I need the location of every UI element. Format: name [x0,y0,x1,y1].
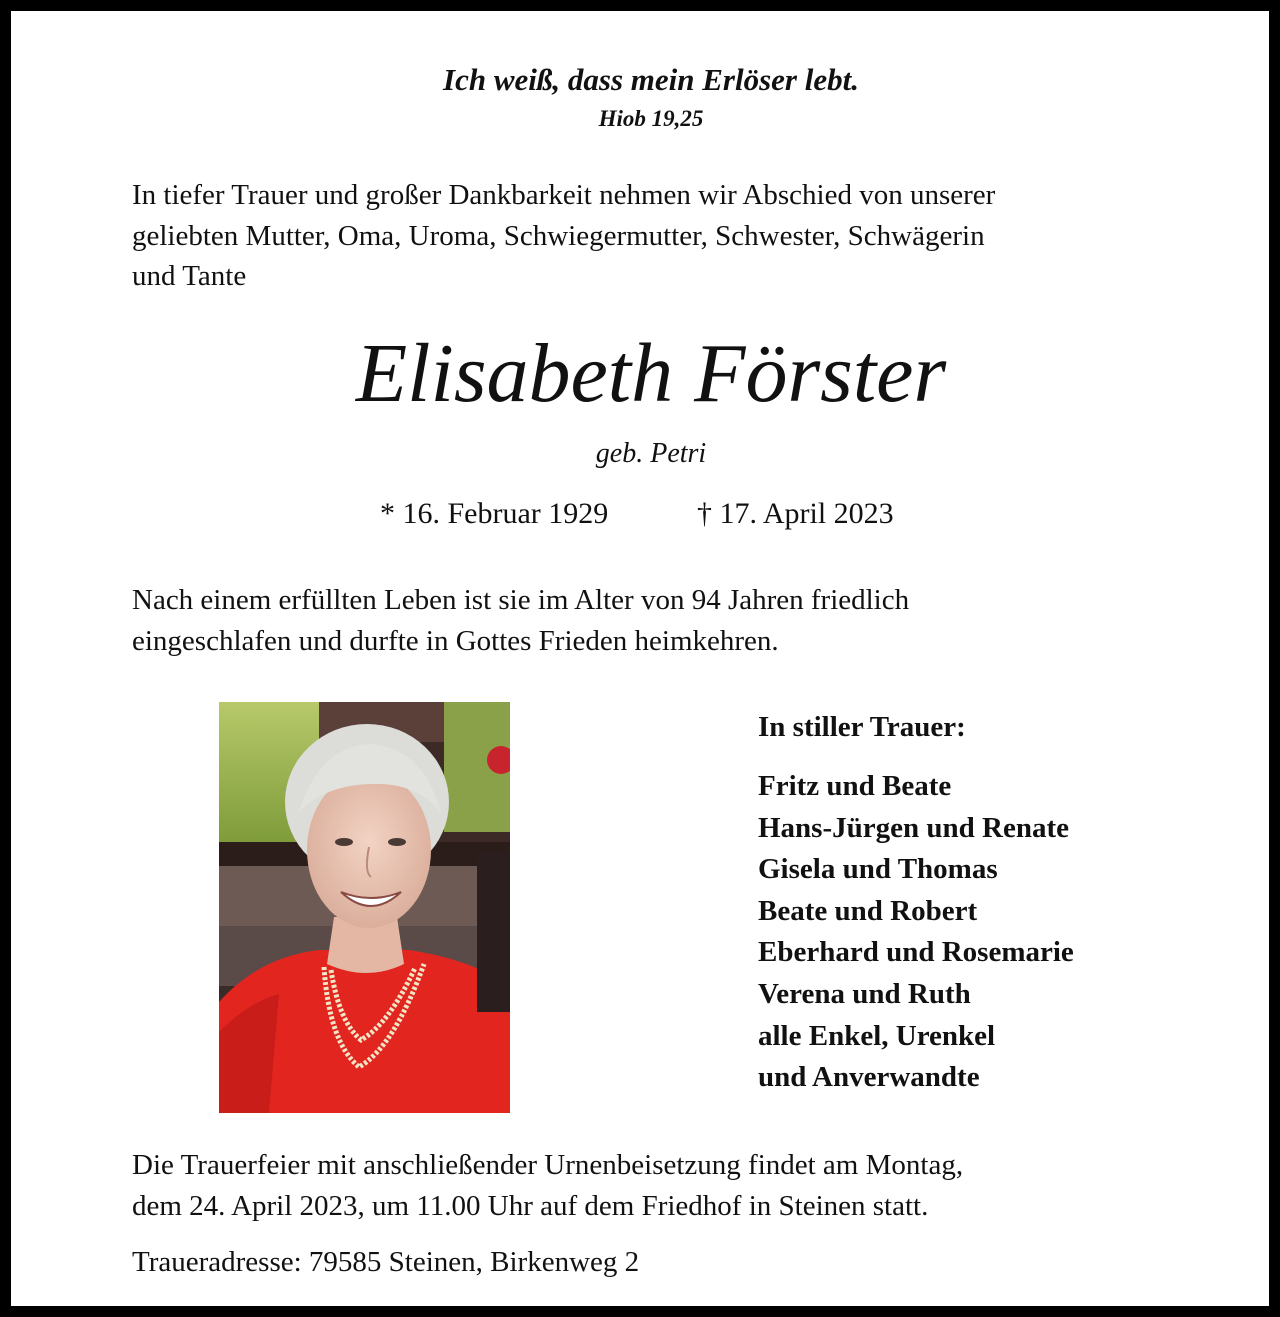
mourner-entry: Beate und Robert [758,894,978,927]
mourner-entry: alle Enkel, Urenkel [758,1019,996,1052]
life-line: Nach einem erfüllten Leben ist sie im Alter von 94 Jahren friedlich [132,584,910,616]
mourner-entry: Fritz und Beate [758,770,952,802]
mourner-entry: Gisela und Thomas [758,853,998,886]
service-line: dem 24. April 2023, um 11.00 Uhr auf dem Friedhof in Steinen statt. [132,1190,929,1222]
mourner-entry: Hans-Jürgen und Renate [758,811,1069,844]
portrait-photo [219,702,510,1113]
intro-line: In tiefer Trauer und großer Dankbarkeit nehmen wir Abschied von unserer [132,179,996,211]
intro-paragraph [132,175,1192,297]
life-paragraph [132,580,1192,662]
mourner-entry: und Anverwandte [758,1061,980,1094]
mourner-entry: Eberhard und Rosemarie [758,936,1074,969]
life-line: eingeschlafen und durfte in Gottes Frieden heimkehren. [132,625,779,657]
deceased-name: Elisabeth Förster [355,327,947,420]
intro-line: und Tante [132,260,247,292]
portrait-photo-drawing [219,702,510,1113]
bible-verse: Ich weiß, dass mein Erlöser lebt. [443,62,859,97]
mourner-entry: Verena und Ruth [758,977,971,1010]
mourners-heading: In stiller Trauer: [758,711,966,743]
funeral-service-info [132,1145,1192,1227]
mourning-address: Traueradresse: 79585 Steinen, Birkenweg 2 [132,1246,640,1278]
bible-verse-reference: Hiob 19,25 [598,106,704,131]
birth-date: * 16. Februar 1929 [380,497,609,530]
maiden-name: geb. Petri [595,438,707,469]
service-line: Die Trauerfeier mit anschließender Urnenbeisetzung findet am Montag, [132,1149,964,1181]
intro-line: geliebten Mutter, Oma, Uroma, Schwiegermutter, Schwester, Schwägerin [132,219,985,252]
death-date: † 17. April 2023 [697,497,894,530]
mourners-list [758,766,1074,1099]
